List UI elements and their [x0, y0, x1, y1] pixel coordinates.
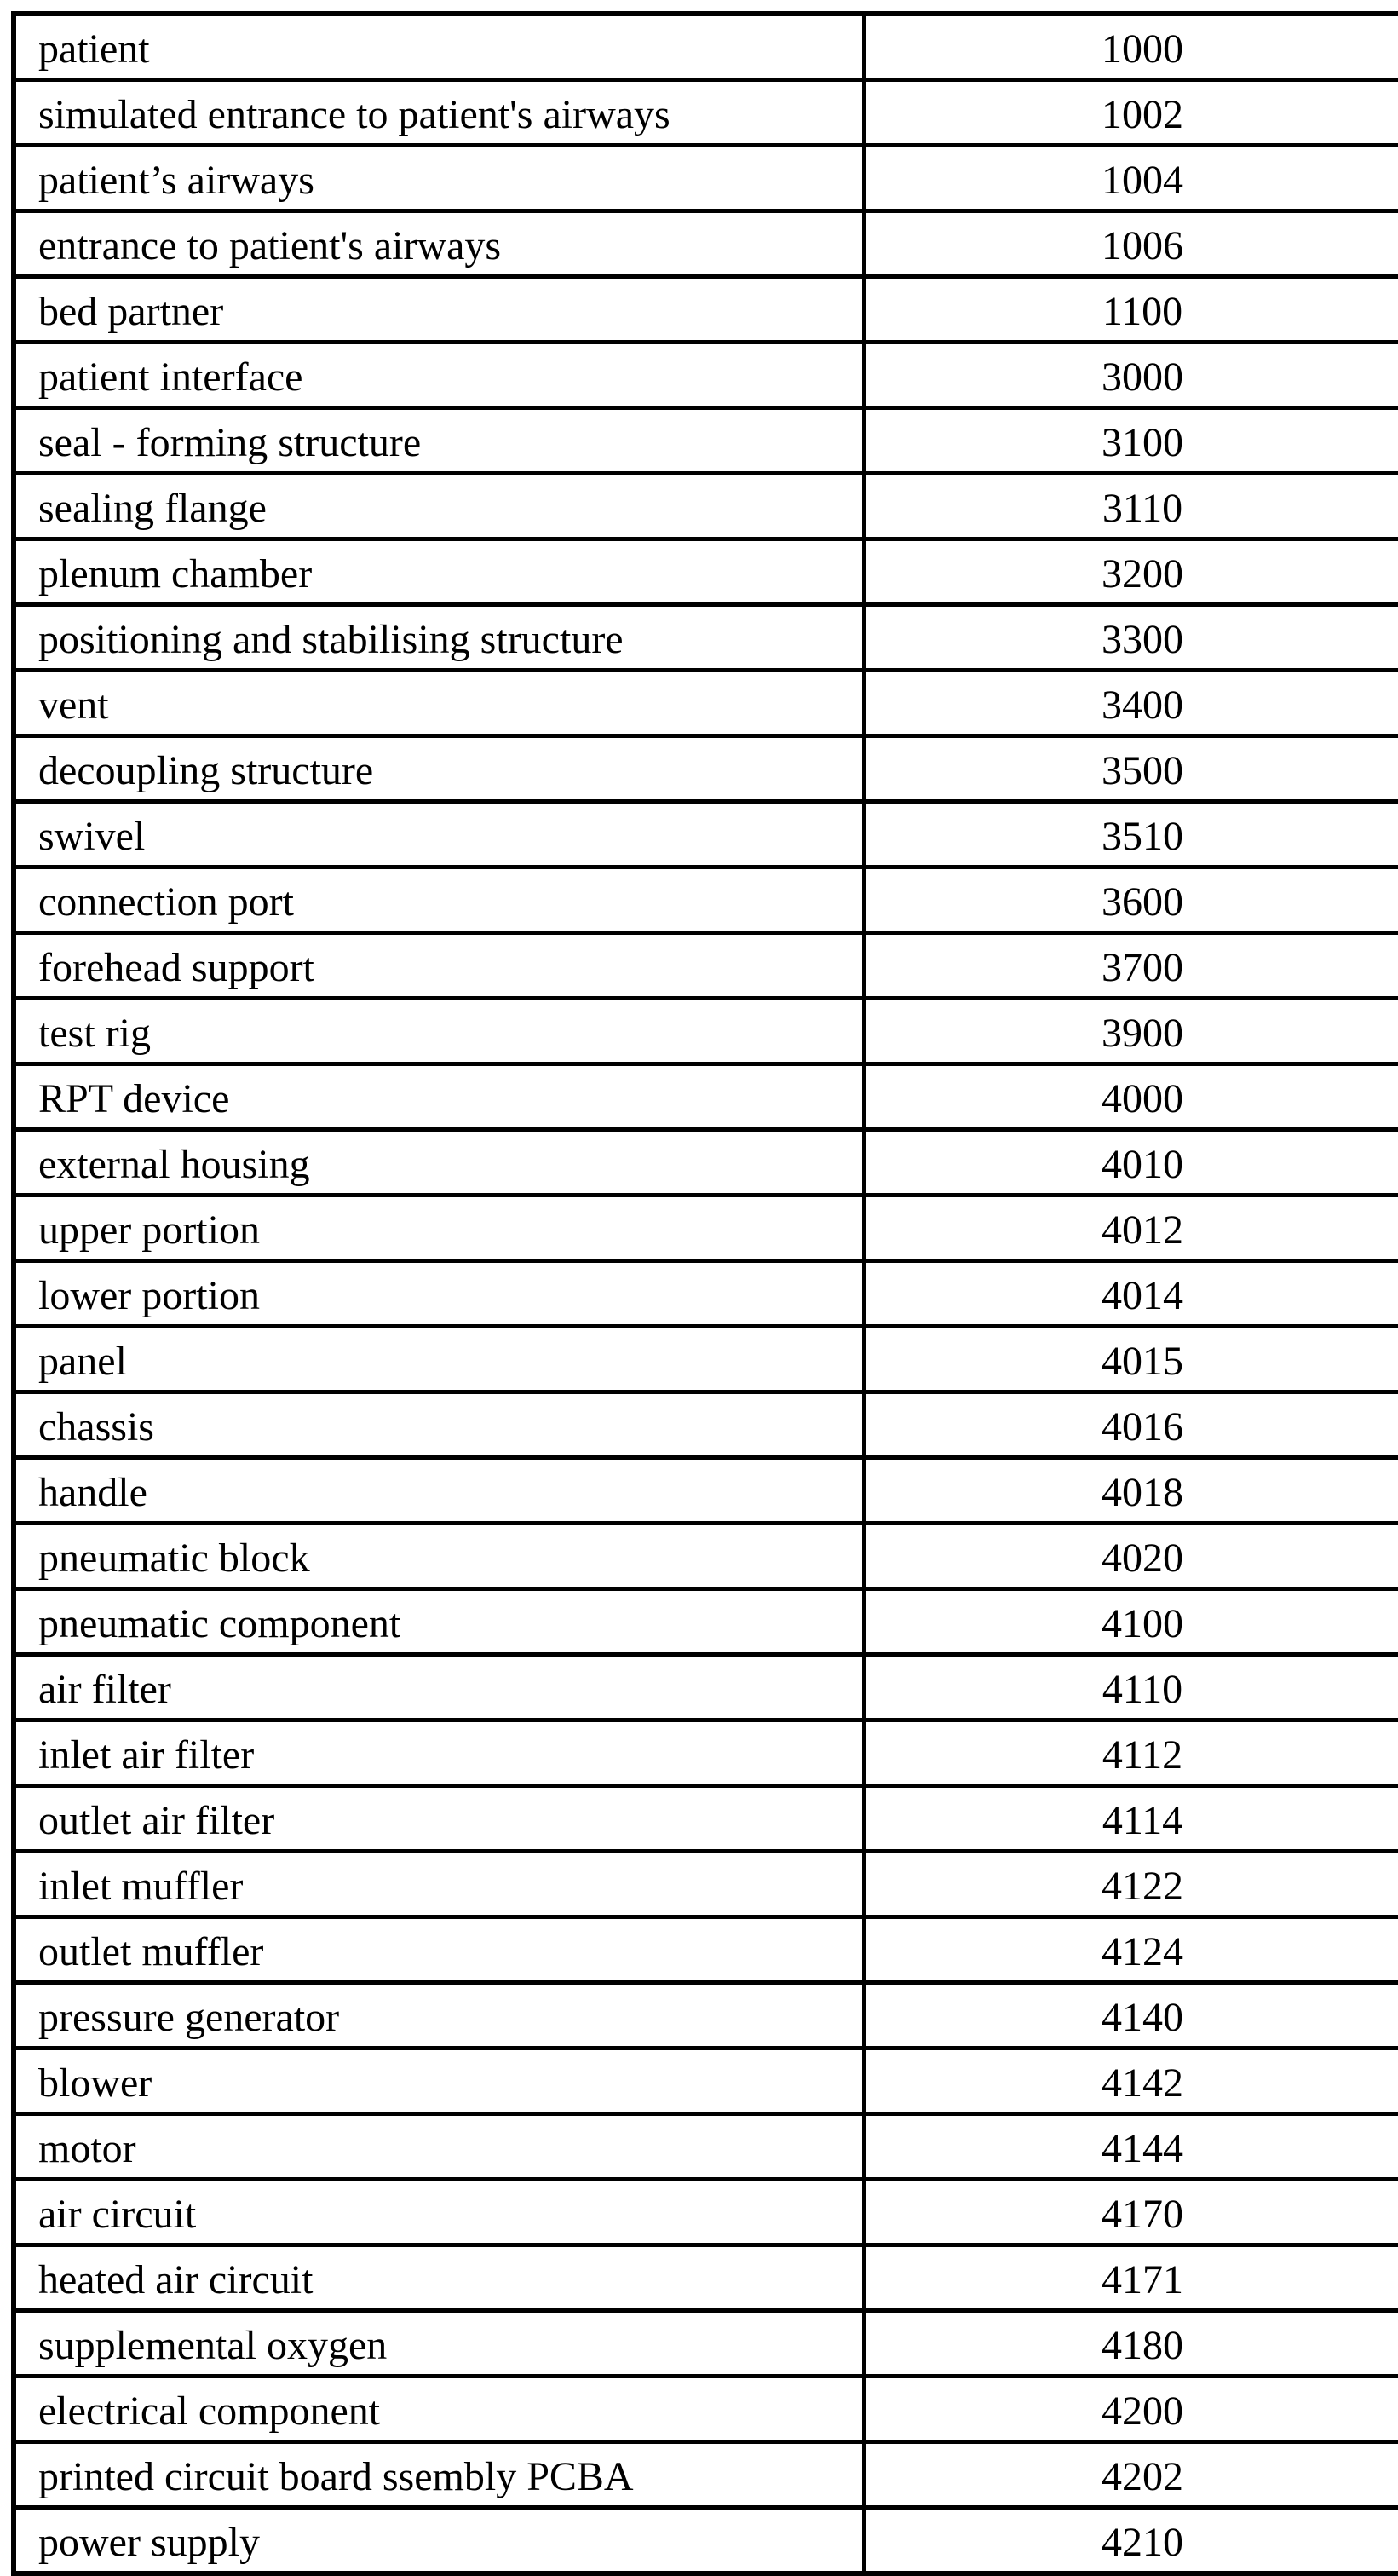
- item-label-cell: handle: [14, 1458, 865, 1524]
- table-row: [14, 211, 1398, 277]
- reference-numeral-cell: 3500: [865, 736, 1398, 802]
- table-row: [14, 1327, 1398, 1392]
- reference-numeral-cell: 4210: [865, 2508, 1398, 2574]
- item-label-cell: supplemental oxygen: [14, 2311, 865, 2377]
- item-label-cell: test rig: [14, 999, 865, 1064]
- item-label-cell: entrance to patient's airways: [14, 211, 865, 277]
- item-label-cell: inlet muffler: [14, 1852, 865, 1917]
- reference-numerals-table: [11, 11, 1398, 2576]
- reference-numeral-cell: 1006: [865, 211, 1398, 277]
- item-label-cell: blower: [14, 2049, 865, 2114]
- table-row: [14, 605, 1398, 671]
- table-row: [14, 1589, 1398, 1655]
- table-row: [14, 1524, 1398, 1589]
- reference-numeral-cell: 3700: [865, 933, 1398, 999]
- reference-numeral-cell: 1000: [865, 14, 1398, 80]
- item-label-cell: positioning and stabilising structure: [14, 605, 865, 671]
- reference-numeral-cell: 3900: [865, 999, 1398, 1064]
- reference-numeral-cell: 4124: [865, 1917, 1398, 1983]
- reference-numeral-cell: 4171: [865, 2245, 1398, 2311]
- item-label-cell: panel: [14, 1327, 865, 1392]
- item-label-cell: heated air circuit: [14, 2245, 865, 2311]
- table-row: [14, 2114, 1398, 2180]
- table-row: [14, 736, 1398, 802]
- reference-numeral-cell: 3100: [865, 408, 1398, 474]
- item-label-cell: outlet muffler: [14, 1917, 865, 1983]
- table-row: [14, 2377, 1398, 2442]
- item-label-cell: electrical component: [14, 2377, 865, 2442]
- table-row: [14, 1392, 1398, 1458]
- table-row: [14, 474, 1398, 539]
- item-label-cell: seal - forming structure: [14, 408, 865, 474]
- table-row: [14, 1261, 1398, 1327]
- reference-numeral-cell: 4170: [865, 2180, 1398, 2245]
- reference-numeral-cell: 4020: [865, 1524, 1398, 1589]
- item-label-cell: vent: [14, 671, 865, 736]
- table-row: [14, 2508, 1398, 2574]
- table-row: [14, 999, 1398, 1064]
- reference-numeral-cell: 4110: [865, 1655, 1398, 1720]
- table-row: [14, 1983, 1398, 2049]
- table-row: [14, 14, 1398, 80]
- item-label-cell: sealing flange: [14, 474, 865, 539]
- table-row: [14, 2245, 1398, 2311]
- item-label-cell: chassis: [14, 1392, 865, 1458]
- reference-numeral-cell: 1004: [865, 146, 1398, 211]
- table-row: [14, 1720, 1398, 1786]
- table-row: [14, 539, 1398, 605]
- item-label-cell: external housing: [14, 1130, 865, 1196]
- table-row: [14, 2049, 1398, 2114]
- reference-numeral-cell: 3600: [865, 867, 1398, 933]
- item-label-cell: printed circuit board ssembly PCBA: [14, 2442, 865, 2508]
- table-row: [14, 1064, 1398, 1130]
- item-label-cell: pressure generator: [14, 1983, 865, 2049]
- reference-numerals-table-body: [14, 14, 1398, 2573]
- item-label-cell: plenum chamber: [14, 539, 865, 605]
- item-label-cell: decoupling structure: [14, 736, 865, 802]
- table-row: [14, 146, 1398, 211]
- reference-numeral-cell: 4140: [865, 1983, 1398, 2049]
- item-label-cell: patient: [14, 14, 865, 80]
- table-row: [14, 671, 1398, 736]
- item-label-cell: pneumatic component: [14, 1589, 865, 1655]
- reference-numeral-cell: 1100: [865, 277, 1398, 343]
- item-label-cell: bed partner: [14, 277, 865, 343]
- reference-numeral-cell: 3200: [865, 539, 1398, 605]
- table-row: [14, 1196, 1398, 1261]
- table-row: [14, 1852, 1398, 1917]
- reference-numeral-cell: 3110: [865, 474, 1398, 539]
- table-row: [14, 867, 1398, 933]
- reference-numeral-cell: 3510: [865, 802, 1398, 867]
- item-label-cell: simulated entrance to patient's airways: [14, 80, 865, 146]
- table-row: [14, 2442, 1398, 2508]
- item-label-cell: swivel: [14, 802, 865, 867]
- reference-numeral-cell: 4016: [865, 1392, 1398, 1458]
- reference-numeral-cell: 4202: [865, 2442, 1398, 2508]
- item-label-cell: connection port: [14, 867, 865, 933]
- table-row: [14, 343, 1398, 408]
- reference-numeral-cell: 4200: [865, 2377, 1398, 2442]
- reference-numeral-cell: 4144: [865, 2114, 1398, 2180]
- table-row: [14, 2180, 1398, 2245]
- table-row: [14, 1786, 1398, 1852]
- table-row: [14, 1130, 1398, 1196]
- reference-numeral-cell: 4000: [865, 1064, 1398, 1130]
- reference-numeral-cell: 1002: [865, 80, 1398, 146]
- reference-numeral-cell: 3300: [865, 605, 1398, 671]
- item-label-cell: pneumatic block: [14, 1524, 865, 1589]
- reference-numeral-cell: 4100: [865, 1589, 1398, 1655]
- reference-numeral-cell: 4180: [865, 2311, 1398, 2377]
- table-row: [14, 1458, 1398, 1524]
- table-row: [14, 80, 1398, 146]
- reference-numeral-cell: 4012: [865, 1196, 1398, 1261]
- table-row: [14, 277, 1398, 343]
- reference-numeral-cell: 4112: [865, 1720, 1398, 1786]
- reference-numeral-cell: 4122: [865, 1852, 1398, 1917]
- item-label-cell: outlet air filter: [14, 1786, 865, 1852]
- table-row: [14, 408, 1398, 474]
- item-label-cell: patient’s airways: [14, 146, 865, 211]
- item-label-cell: air circuit: [14, 2180, 865, 2245]
- reference-numeral-cell: 3000: [865, 343, 1398, 408]
- item-label-cell: lower portion: [14, 1261, 865, 1327]
- table-row: [14, 1917, 1398, 1983]
- reference-numeral-cell: 4015: [865, 1327, 1398, 1392]
- table-row: [14, 1655, 1398, 1720]
- table-row: [14, 933, 1398, 999]
- reference-numeral-cell: 4114: [865, 1786, 1398, 1852]
- reference-numeral-cell: 4142: [865, 2049, 1398, 2114]
- reference-numeral-cell: 3400: [865, 671, 1398, 736]
- item-label-cell: RPT device: [14, 1064, 865, 1130]
- item-label-cell: motor: [14, 2114, 865, 2180]
- item-label-cell: upper portion: [14, 1196, 865, 1261]
- reference-numeral-cell: 4014: [865, 1261, 1398, 1327]
- item-label-cell: forehead support: [14, 933, 865, 999]
- item-label-cell: air filter: [14, 1655, 865, 1720]
- table-row: [14, 802, 1398, 867]
- table-row: [14, 2311, 1398, 2377]
- item-label-cell: inlet air filter: [14, 1720, 865, 1786]
- item-label-cell: power supply: [14, 2508, 865, 2574]
- item-label-cell: patient interface: [14, 343, 865, 408]
- reference-numeral-cell: 4010: [865, 1130, 1398, 1196]
- reference-numeral-cell: 4018: [865, 1458, 1398, 1524]
